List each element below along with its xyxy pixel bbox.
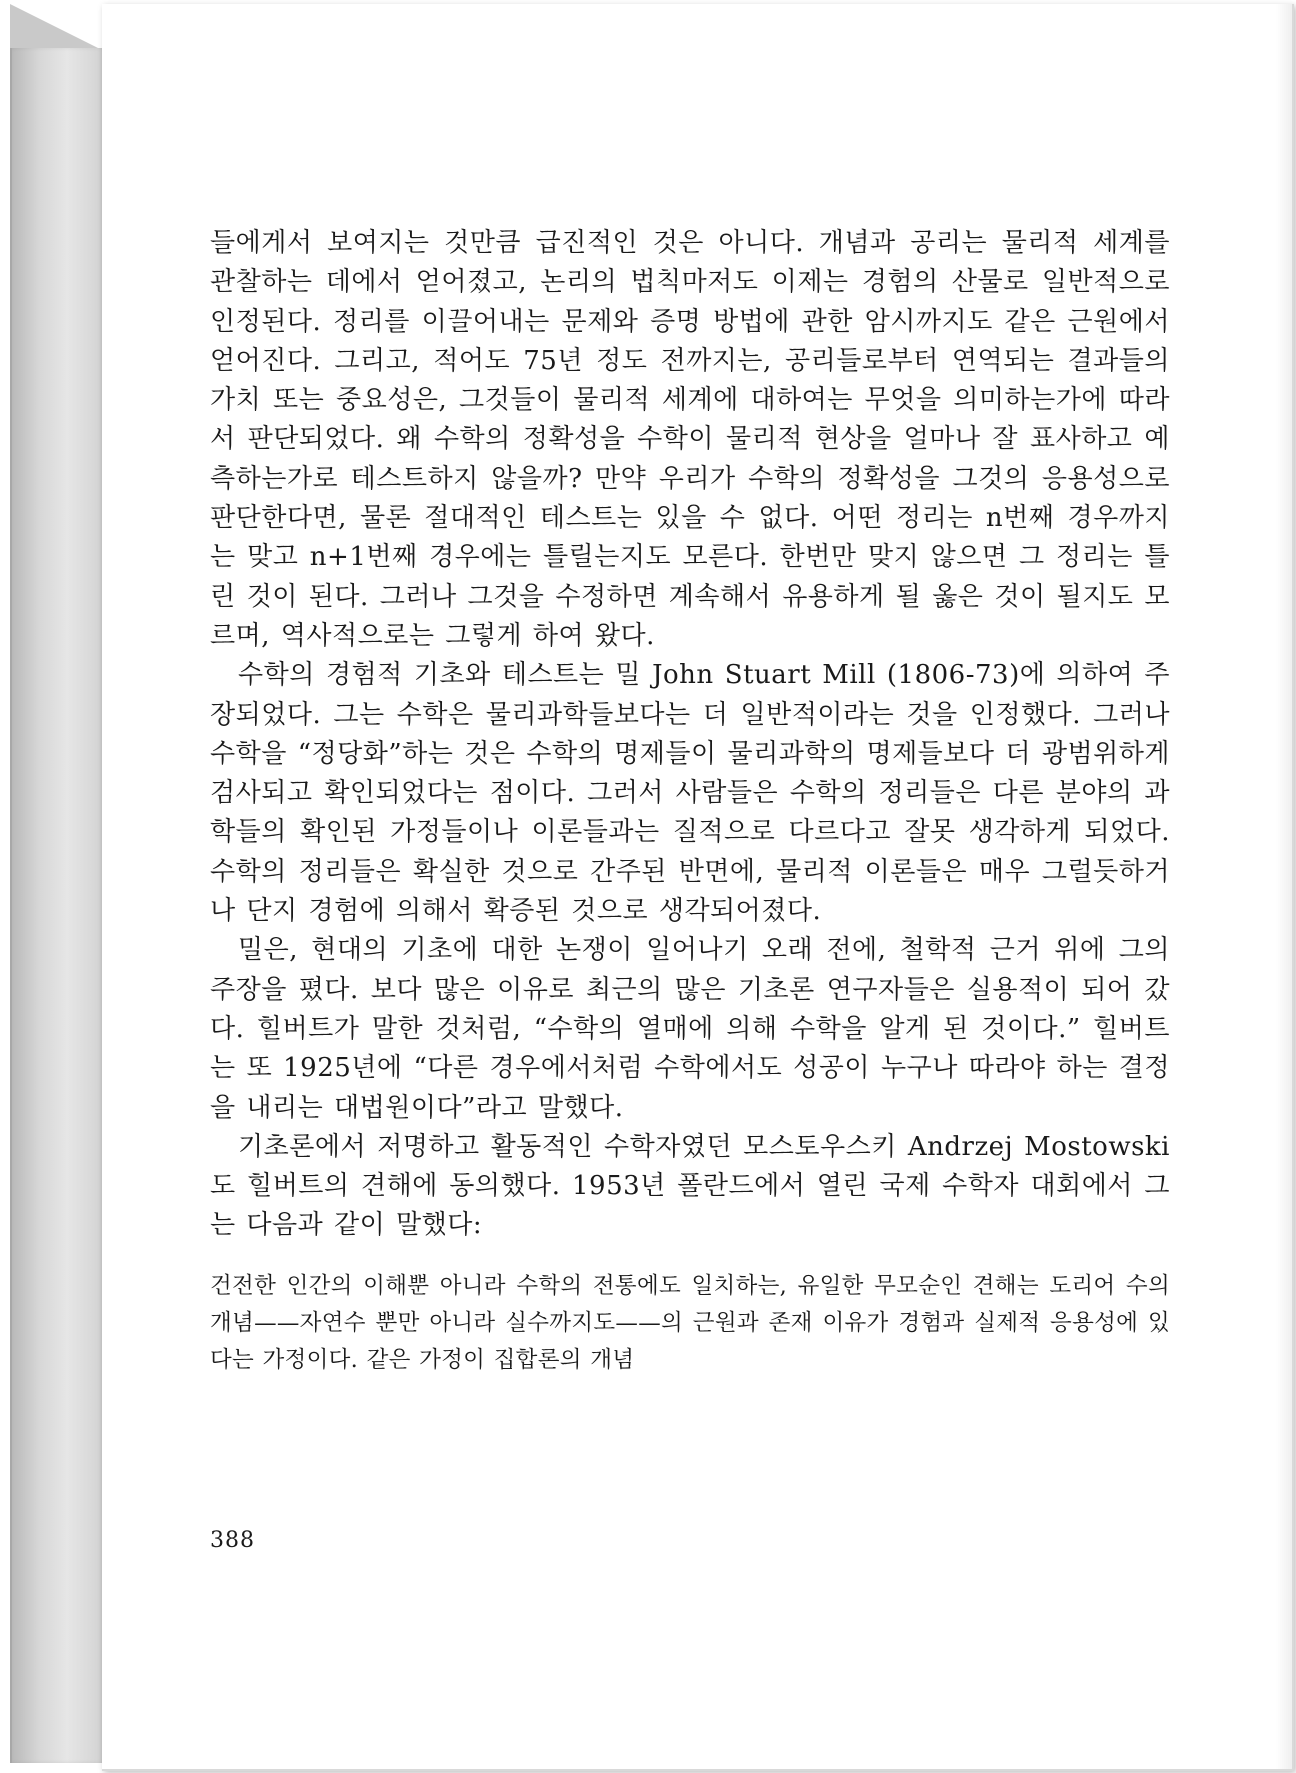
book-spine	[10, 48, 104, 1763]
paragraph-1: 들에게서 보여지는 것만큼 급진적인 것은 아니다. 개념과 공리는 물리적 세계를 관찰하는 데에서 얻어졌고, 논리의 법칙마저도 이제는 경험의 산물로 일반적으로 인정된다. 정리를 이끌어내는 문제와 증명 방법에 관한 암시까지도 같은 근원에서 얻어진다. 그리고, 적어도 75년 정도 전까지는, 공리들로부터 연역되는 결과들의 가치 또는 중요성은, 그것들이 물리적 세계에 대하여는 무엇을 의미하는가에 따라서 판단되었다. 왜 수학의 정확성을 수학이 물리적 현상을 얼마나 잘 표사하고 예측하는가로 테스트하지 않을까? 만약 우리가 수학의 정확성을 그것의 응용성으로 판단한다면, 물론 절대적인 테스트는 있을 수 없다. 어떤 정리는 n번째 경우까지는 맞고 n+1번째 경우에는 틀릴는지도 모른다. 한번만 맞지 않으면 그 정리는 틀린 것이 된다. 그러나 그것을 수정하면 계속해서 유용하게 될 옳은 것이 될지도 모르며, 역사적으로는 그렇게 하여 왔다.	[210, 228, 1170, 651]
book-spine-top	[10, 4, 102, 50]
paragraph-2: 수학의 경험적 기초와 테스트는 밀 John Stuart Mill (1806-73)에 의하여 주장되었다. 그는 수학은 물리과학들보다는 더 일반적이라는 것을 인정했다. 그러나 수학을 “정당화”하는 것은 수학의 명제들이 물리과학의 명제들보다 더 광범위하게 검사되고 확인되었다는 점이다. 그러서 사람들은 수학의 정리들은 다른 분야의 과학들의 확인된 가정들이나 이론들과는 질적으로 다르다고 잘못 생각하게 되었다. 수학의 정리들은 확실한 것으로 간주된 반면에, 물리적 이론들은 매우 그럴듯하거나 단지 경험에 의해서 확증된 것으로 생각되어졌다.	[210, 660, 1170, 927]
paragraph-3: 밀은, 현대의 기초에 대한 논쟁이 일어나기 오래 전에, 철학적 근거 위에 그의 주장을 폈다. 보다 많은 이유로 최근의 많은 기초론 연구자들은 실용적이 되어 갔다. 힐버트가 말한 것처럼, “수학의 열매에 의해 수학을 알게 된 것이다.” 힐버트는 또 1925년에 “다른 경우에서처럼 수학에서도 성공이 누구나 따라야 하는 결정을 내리는 대법원이다”라고 말했다.	[210, 935, 1170, 1123]
block-quote: 건전한 인간의 이해뿐 아니라 수학의 전통에도 일치하는, 유일한 무모순인 견해는 도리어 수의 개념——자연수 뿐만 아니라 실수까지도——의 근원과 존재 이유가 경험과 실제적 응용성에 있다는 가정이다. 같은 가정이 집합론의 개념	[210, 1272, 1170, 1373]
paragraph-4: 기초론에서 저명하고 활동적인 수학자였던 모스토우스키 Andrzej Mostowski도 힐버트의 견해에 동의했다. 1953년 폴란드에서 열린 국제 수학자 대회에서 그는 다음과 같이 말했다:	[210, 1131, 1170, 1241]
page-text	[210, 224, 1170, 1379]
page-edge	[1276, 4, 1292, 1769]
page-number: 388	[210, 1528, 255, 1553]
